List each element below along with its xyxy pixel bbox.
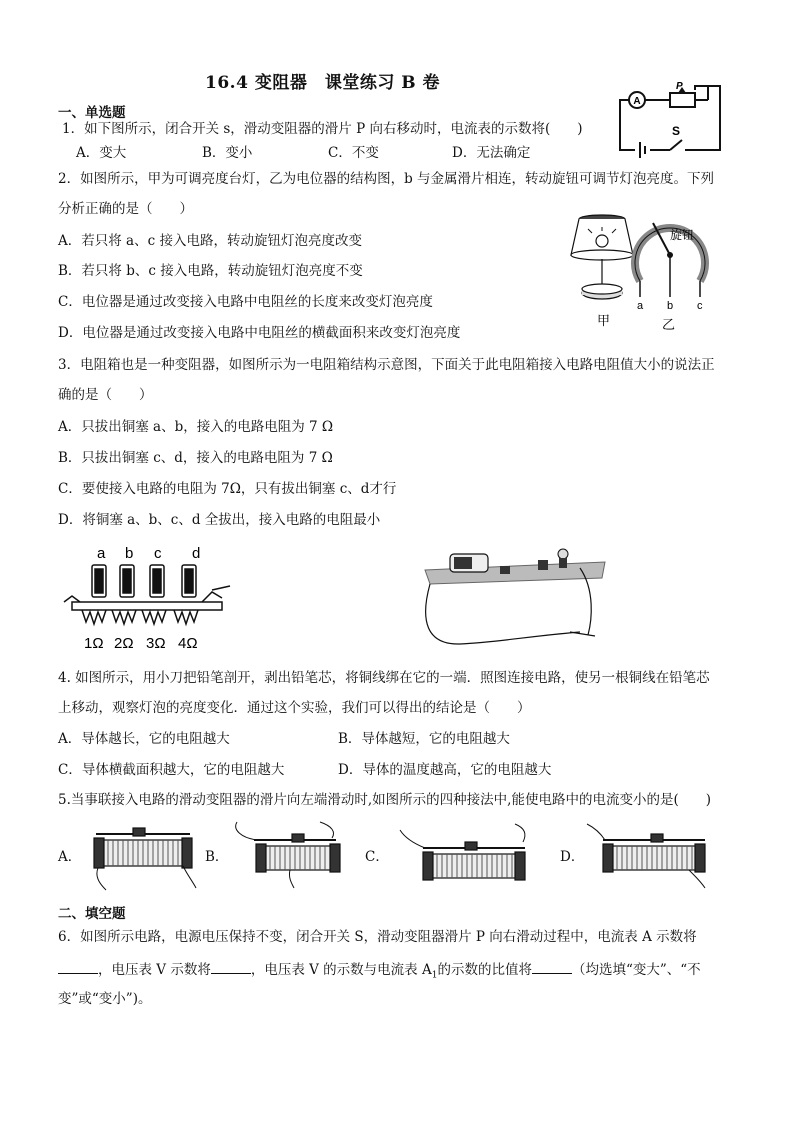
q6-line3: 变”或“变小”)。 bbox=[58, 991, 152, 1007]
q3-resistance-box-figure bbox=[62, 540, 237, 655]
q1-option-c: C．不变 bbox=[328, 145, 379, 161]
clip-icon bbox=[500, 566, 510, 574]
terminal-c-label: c bbox=[697, 300, 703, 312]
q3-stem-line1: 3．电阻箱也是一种变阻器，如图所示为一电阻箱结构示意图，下面关于此电阻箱接入电路电阻值大小的说法正 bbox=[58, 357, 715, 373]
terminal-a-label: a bbox=[637, 300, 644, 312]
resistor-4-label: 4Ω bbox=[178, 635, 198, 652]
resistor-3-label: 3Ω bbox=[146, 635, 166, 652]
slider-label: P bbox=[676, 81, 683, 92]
ammeter-label: A bbox=[633, 96, 641, 107]
q2-option-b: B．若只将 b、c 接入电路，转动旋钮灯泡亮度不变 bbox=[58, 263, 363, 279]
terminal-b-label: b bbox=[667, 300, 674, 312]
plug-a-label: a bbox=[97, 545, 106, 562]
q4-option-a: A．导体越长，它的电阻越大 bbox=[58, 731, 230, 747]
resistor-1-label: 1Ω bbox=[84, 635, 104, 652]
fig-yi-label: 乙 bbox=[662, 318, 676, 333]
plug-d-label: d bbox=[192, 545, 201, 562]
q3-option-a: A．只拔出铜塞 a、b，接入的电路电阻为 7 Ω bbox=[58, 419, 334, 435]
q6-text-choices: （均选填“变大”、“不 bbox=[571, 962, 701, 978]
q3-option-d: D．将铜塞 a、b、c、d 全拔出，接入电路的电阻最小 bbox=[58, 512, 381, 528]
section-heading-single-choice: 一、单选题 bbox=[58, 105, 126, 121]
q2-option-a: A．若只将 a、c 接入电路，转动旋钮灯泡亮度改变 bbox=[58, 233, 362, 249]
q1-option-d: D．无法确定 bbox=[452, 145, 531, 161]
q4-option-d: D．导体的温度越高，它的电阻越大 bbox=[338, 762, 552, 778]
q1-option-a: A．变大 bbox=[76, 145, 127, 161]
q4-option-b: B．导体越短，它的电阻越大 bbox=[338, 731, 510, 747]
plug-c[interactable] bbox=[150, 565, 164, 597]
q6-blank-1[interactable] bbox=[58, 959, 98, 974]
q1-circuit-diagram bbox=[610, 80, 730, 160]
q4-stem-line2: 上移动，观察灯泡的亮度变化．通过这个实验，我们可以得出的结论是（ ） bbox=[58, 700, 531, 716]
q4-option-c: C．导体横截面积越大，它的电阻越大 bbox=[58, 762, 285, 778]
q3-stem-line2: 确的是（ ） bbox=[58, 387, 153, 403]
q3-option-c: C．要使接入电路的电阻为 7Ω，只有拔出铜塞 c、d才行 bbox=[58, 481, 397, 497]
q6-text-voltmeter: ，电压表 V 示数将 bbox=[98, 962, 211, 978]
switch-label: S bbox=[672, 124, 681, 138]
q5-option-d: D． bbox=[560, 849, 585, 865]
q6-text-ratio-end: 的示数的比值将 bbox=[437, 962, 532, 978]
q5-rheostat-b bbox=[232, 820, 342, 890]
q6-text-ratio: ，电压表 V 的示数与电流表 A bbox=[250, 962, 432, 978]
fig-jia-label: 甲 bbox=[597, 314, 611, 329]
q2-option-d: D．电位器是通过改变接入电路中电阻丝的横截面积来改变灯泡亮度 bbox=[58, 325, 461, 341]
terminal-icon bbox=[538, 560, 548, 570]
bulb-icon bbox=[558, 549, 568, 559]
q5-option-a: A． bbox=[58, 849, 82, 865]
section-heading-fill-blank: 二、填空题 bbox=[58, 906, 126, 922]
q1-stem: 1．如下图所示，闭合开关 s，滑动变阻器的滑片 P 向右移动时，电流表的示数将( ) bbox=[62, 121, 583, 137]
q2-option-c: C．电位器是通过改变接入电路中电阻丝的长度来改变灯泡亮度 bbox=[58, 294, 433, 310]
q6-subscript: 1 bbox=[431, 970, 438, 981]
q1-option-b: B．变小 bbox=[202, 145, 253, 161]
q5-option-b: B． bbox=[205, 849, 229, 865]
knob-label: 旋钮 bbox=[670, 228, 695, 242]
q5-rheostat-c bbox=[395, 820, 535, 890]
copper-bar bbox=[72, 602, 222, 610]
page-title: 16.4 变阻器 课堂练习 B 卷 bbox=[205, 73, 441, 93]
plug-b-label: b bbox=[125, 545, 134, 562]
q3-option-b: B．只拔出铜塞 c、d，接入的电路电阻为 7 Ω bbox=[58, 450, 333, 466]
resistor-2-label: 2Ω bbox=[114, 635, 134, 652]
q5-option-c: C． bbox=[365, 849, 389, 865]
q2-stem-line1: 2．如图所示，甲为可调亮度台灯，乙为电位器的结构图，b 与金属滑片相连，转动旋钮可调节灯泡亮度。下列 bbox=[58, 171, 715, 187]
q6-line2 bbox=[58, 959, 701, 985]
q5-rheostat-a bbox=[88, 820, 198, 890]
q2-stem-line2: 分析正确的是（ ） bbox=[58, 201, 193, 217]
plug-a[interactable] bbox=[92, 565, 106, 597]
q6-line1: 6．如图所示电路，电源电压保持不变，闭合开关 S，滑动变阻器滑片 P 向右滑动过程中，电流表 A 示数将 bbox=[58, 929, 697, 945]
q4-stem-line1: 4. 如图所示，用小刀把铅笔剖开，剥出铅笔芯，将铜线绑在它的一端．照图连接电路，使另一根铜线在铅笔芯 bbox=[58, 670, 710, 686]
plug-c-label: c bbox=[154, 545, 162, 562]
plug-d[interactable] bbox=[182, 565, 196, 597]
q6-blank-2[interactable] bbox=[211, 959, 251, 974]
q6-blank-3[interactable] bbox=[532, 959, 572, 974]
q4-pencil-lead-circuit-figure bbox=[420, 540, 610, 655]
plug-b[interactable] bbox=[120, 565, 134, 597]
q5-stem: 5.当事联接入电路的滑动变阻器的滑片向左端滑动时,如图所示的四种接法中,能使电路中的电流变小的是( ) bbox=[58, 792, 711, 808]
q5-rheostat-d bbox=[585, 820, 715, 890]
q2-lamp-potentiometer-figure bbox=[570, 205, 730, 335]
resistor-coils bbox=[82, 610, 198, 624]
